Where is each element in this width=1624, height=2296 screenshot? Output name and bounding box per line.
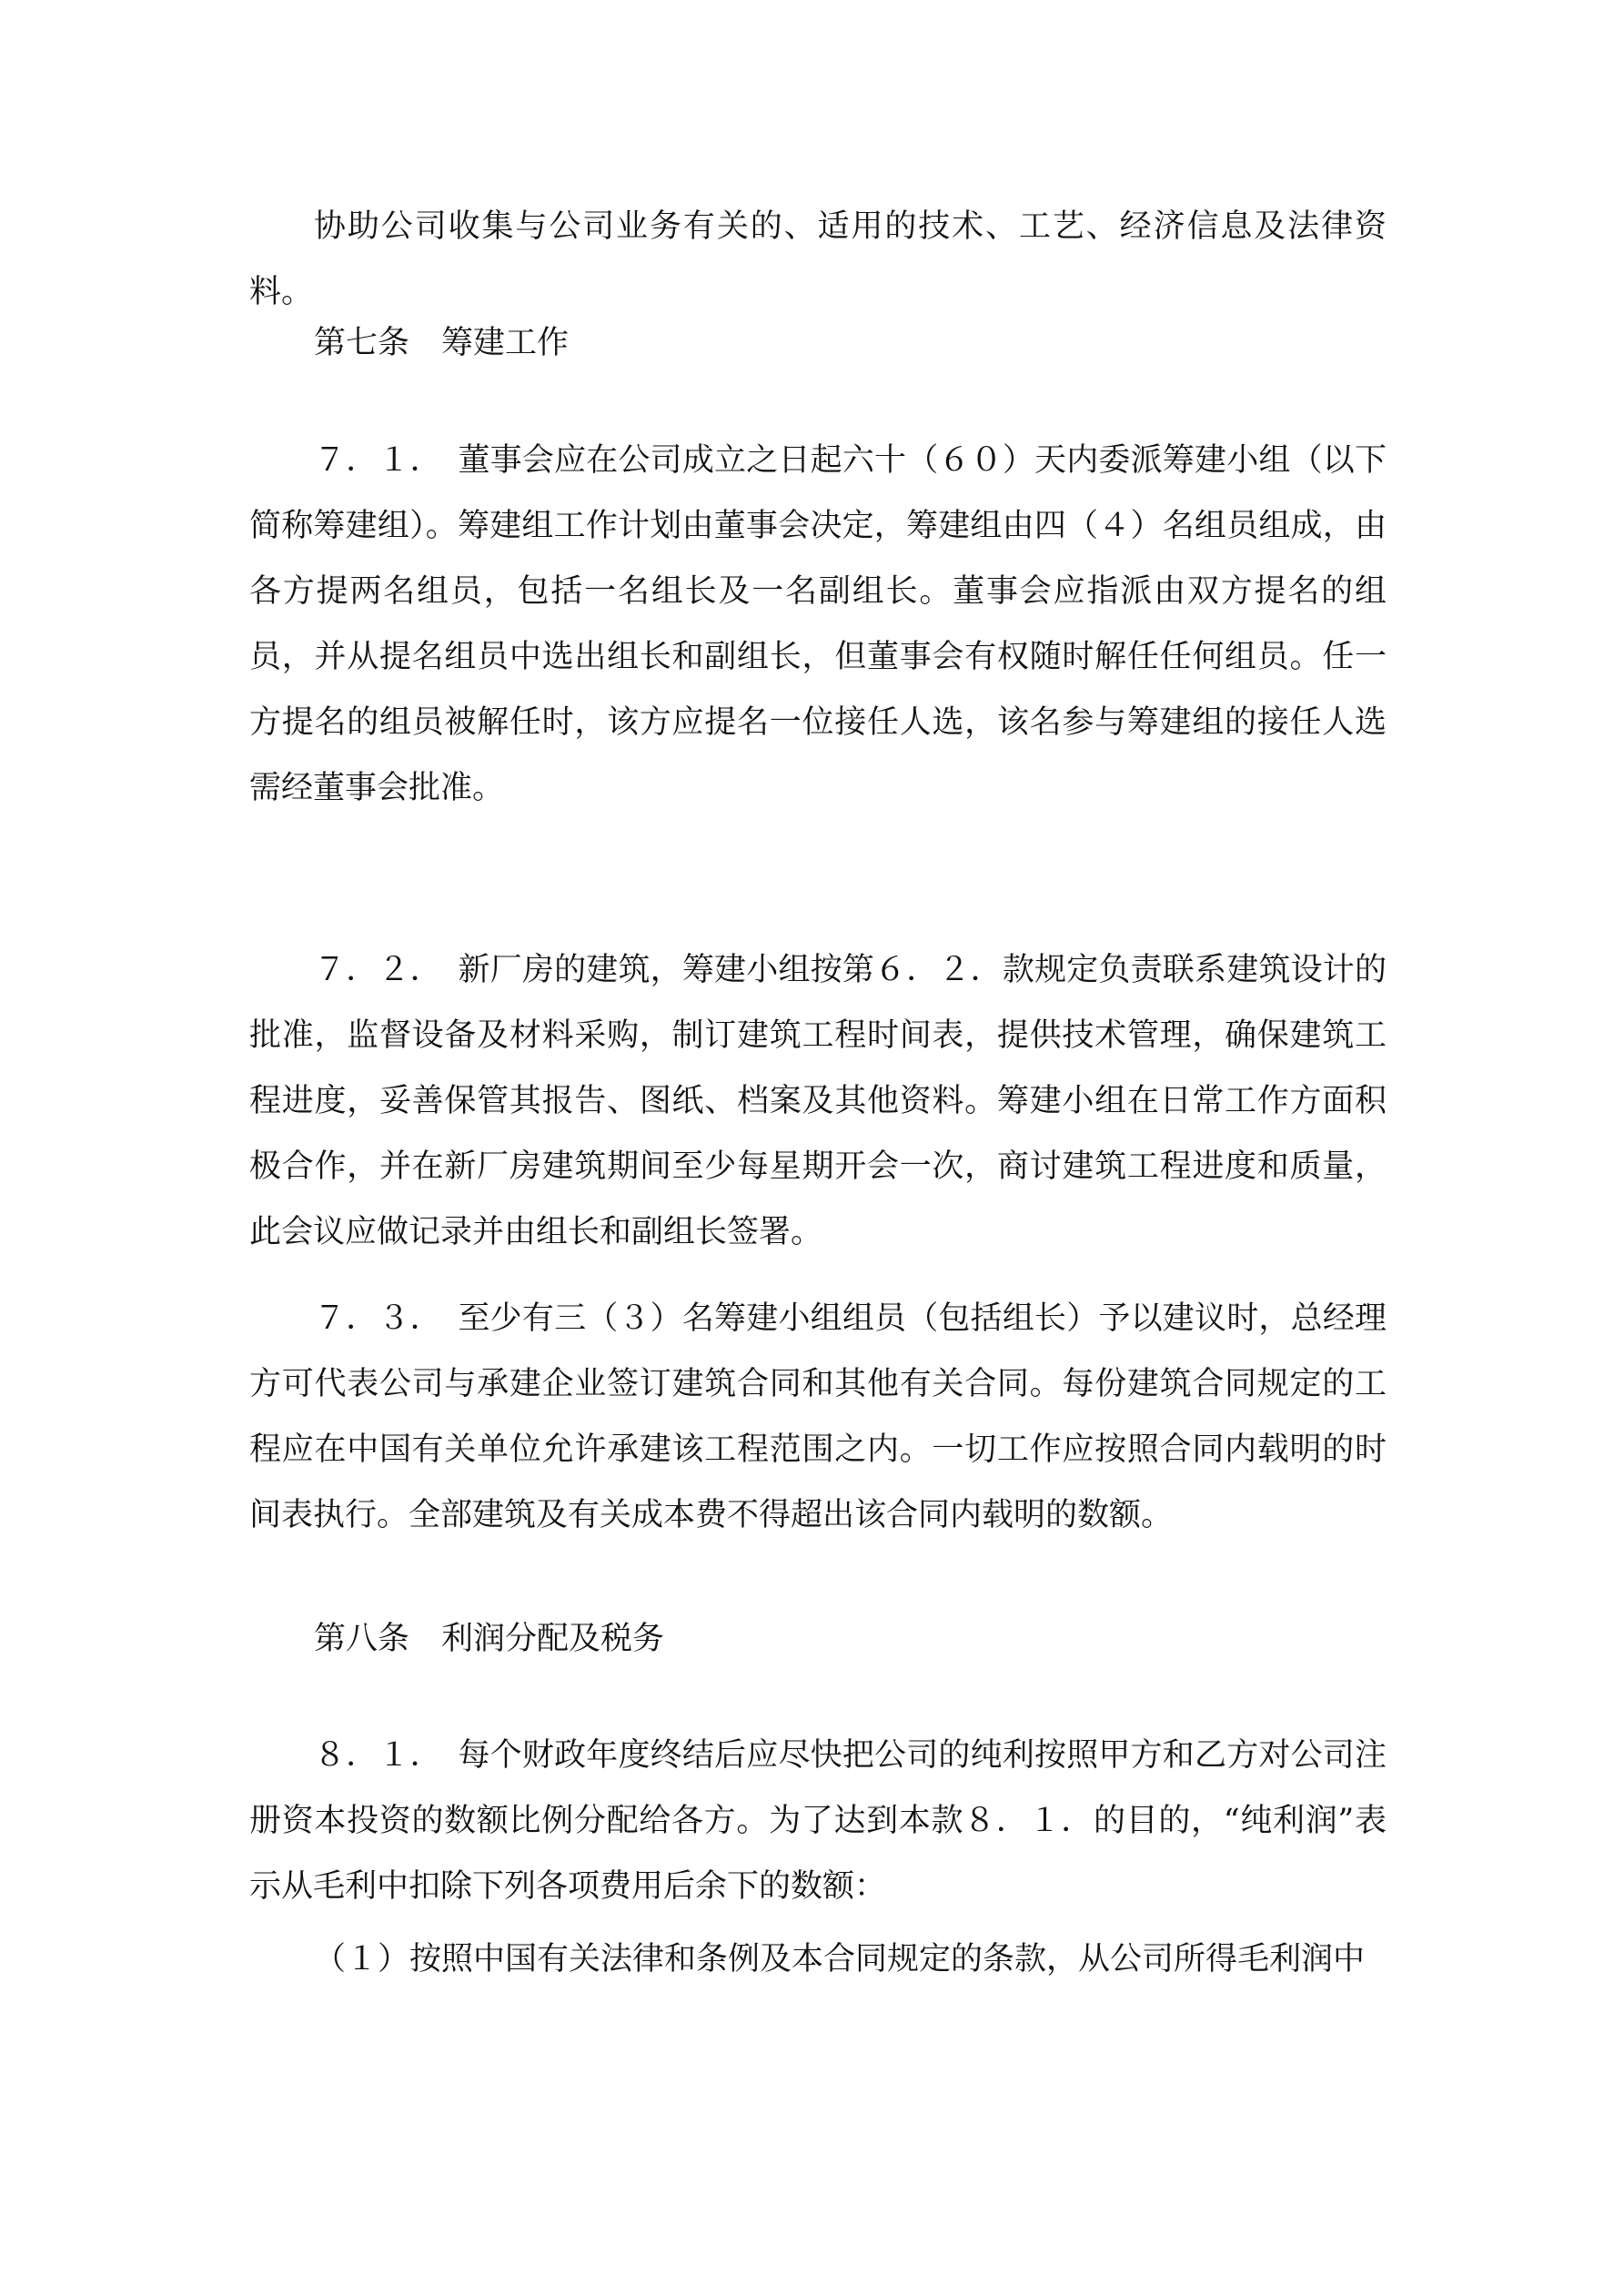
clause-8-1-item-1: （１）按照中国有关法律和条例及本合同规定的条款，从公司所得毛利润中 [314,1941,1366,1977]
paragraph-info-collection: 协助公司收集与公司业务有关的、适用的技术、工艺、经济信息及法律资料。 [249,208,1387,310]
article-7-heading: 第七条 筹建工作 [314,325,570,361]
article-8-heading: 第八条 利润分配及税务 [314,1621,665,1657]
clause-8-1: ８．１． 每个财政年度终结后应尽快把公司的纯利按照甲方和乙方对公司注册资本投资的数额比例分配给各方。为了达到本款８．１．的目的，“纯利润”表示从毛利中扣除下列各项费用后余下的数额： [249,1737,1387,1905]
clause-7-1: ７．１． 董事会应在公司成立之日起六十（６０）天内委派筹建小组（以下简称筹建组）。筹建组工作计划由董事会决定，筹建组由四（４）名组员组成，由各方提两名组员，包括一名组长及一名副组长。董事会应指派由双方提名的组员，并从提名组员中选出组长和副组长，但董事会有权随时解任任何组员。任一方提名的组员被解任时，该方应提名一位接任人选，该名参与筹建组的接任人选需经董事会批准。 [249,442,1387,806]
clause-7-2: ７．２． 新厂房的建筑，筹建小组按第６．２．款规定负责联系建筑设计的批准，监督设备及材料采购，制订建筑工程时间表，提供技术管理，确保建筑工程进度，妥善保管其报告、图纸、档案及其他资料。筹建小组在日常工作方面积极合作，并在新厂房建筑期间至少每星期开会一次，商讨建筑工程进度和质量，此会议应做记录并由组长和副组长签署。 [249,952,1387,1250]
clause-7-3: ７．３． 至少有三（３）名筹建小组组员（包括组长）予以建议时，总经理方可代表公司与承建企业签订建筑合同和其他有关合同。每份建筑合同规定的工程应在中国有关单位允许承建该工程范围之内。一切工作应按照合同内载明的时间表执行。全部建筑及有关成本费不得超出该合同内载明的数额。 [249,1300,1387,1533]
